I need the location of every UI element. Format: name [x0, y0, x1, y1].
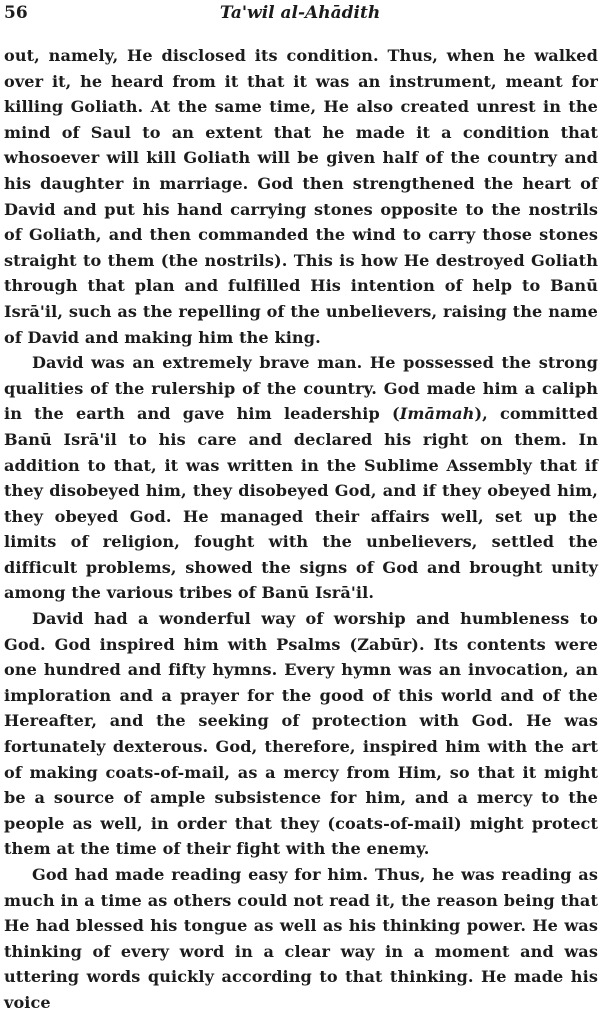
- paragraph-2: [4, 350, 598, 606]
- paragraph-2-text-after: ), committed Banū Isrā'il to his care and declared his right on them. In addition to that, it was written in the Sublime Assembly that if they disobeyed him, they disobeyed God, and if they obeyed him, they obeyed God. He managed their affairs well, set up the limits of religion, fought with the unbelievers, settled the difficult problems, showed the signs of God and brought unity among the various tribes of Banū Isrā'il.: [4, 404, 598, 603]
- running-title: Ta'wil al-Ahādith: [219, 3, 381, 23]
- page-header: [0, 0, 600, 40]
- body-text: [4, 43, 598, 1016]
- paragraph-2-text-before: David was an extremely brave man. He possessed the strong qualities of the rulership of the country. God made him a caliph in the earth and gave him leadership (: [4, 353, 598, 424]
- paragraph-4: God had made reading easy for him. Thus, he was reading as much in a time as others could not read it, the reason being that He had blessed his tongue as well as his thinking power. He was thinking of every word in a clear way in a moment and was uttering words quickly according to that thinking. He made his voice: [4, 865, 598, 1012]
- imamah-term: Imāmah: [399, 404, 475, 424]
- paragraph-3: David had a wonderful way of worship and humbleness to God. God inspired him with Psalms (Zabūr). Its contents were one hundred and fifty hymns. Every hymn was an invocation, an imploration and a prayer for the good of this world and of the Hereafter, and the seeking of protection with God. He was fortunately dexterous. God, therefore, inspired him with the art of making coats-of-mail, as a mercy from Him, so that it might be a source of ample subsistence for him, and a mercy to the people as well, in order that they (coats-of-mail) might protect them at the time of their fight with the enemy.: [4, 609, 598, 859]
- page-number: 56: [4, 3, 28, 23]
- paragraph-1: out, namely, He disclosed its condition. Thus, when he walked over it, he heard from it that it was an instrument, meant for killing Goliath. At the same time, He also created unrest in the mind of Saul to an extent that he made it a condition that whosoever will kill Goliath will be given half of the country and his daughter in marriage. God then strengthened the heart of David and put his hand carrying stones opposite to the nostrils of Goliath, and then commanded the wind to carry those stones straight to them (the nostrils). This is how He destroyed Goliath through that plan and fulfilled His intention of help to Banū Isrā'il, such as the repelling of the unbelievers, raising the name of David and making him the king.: [4, 46, 598, 347]
